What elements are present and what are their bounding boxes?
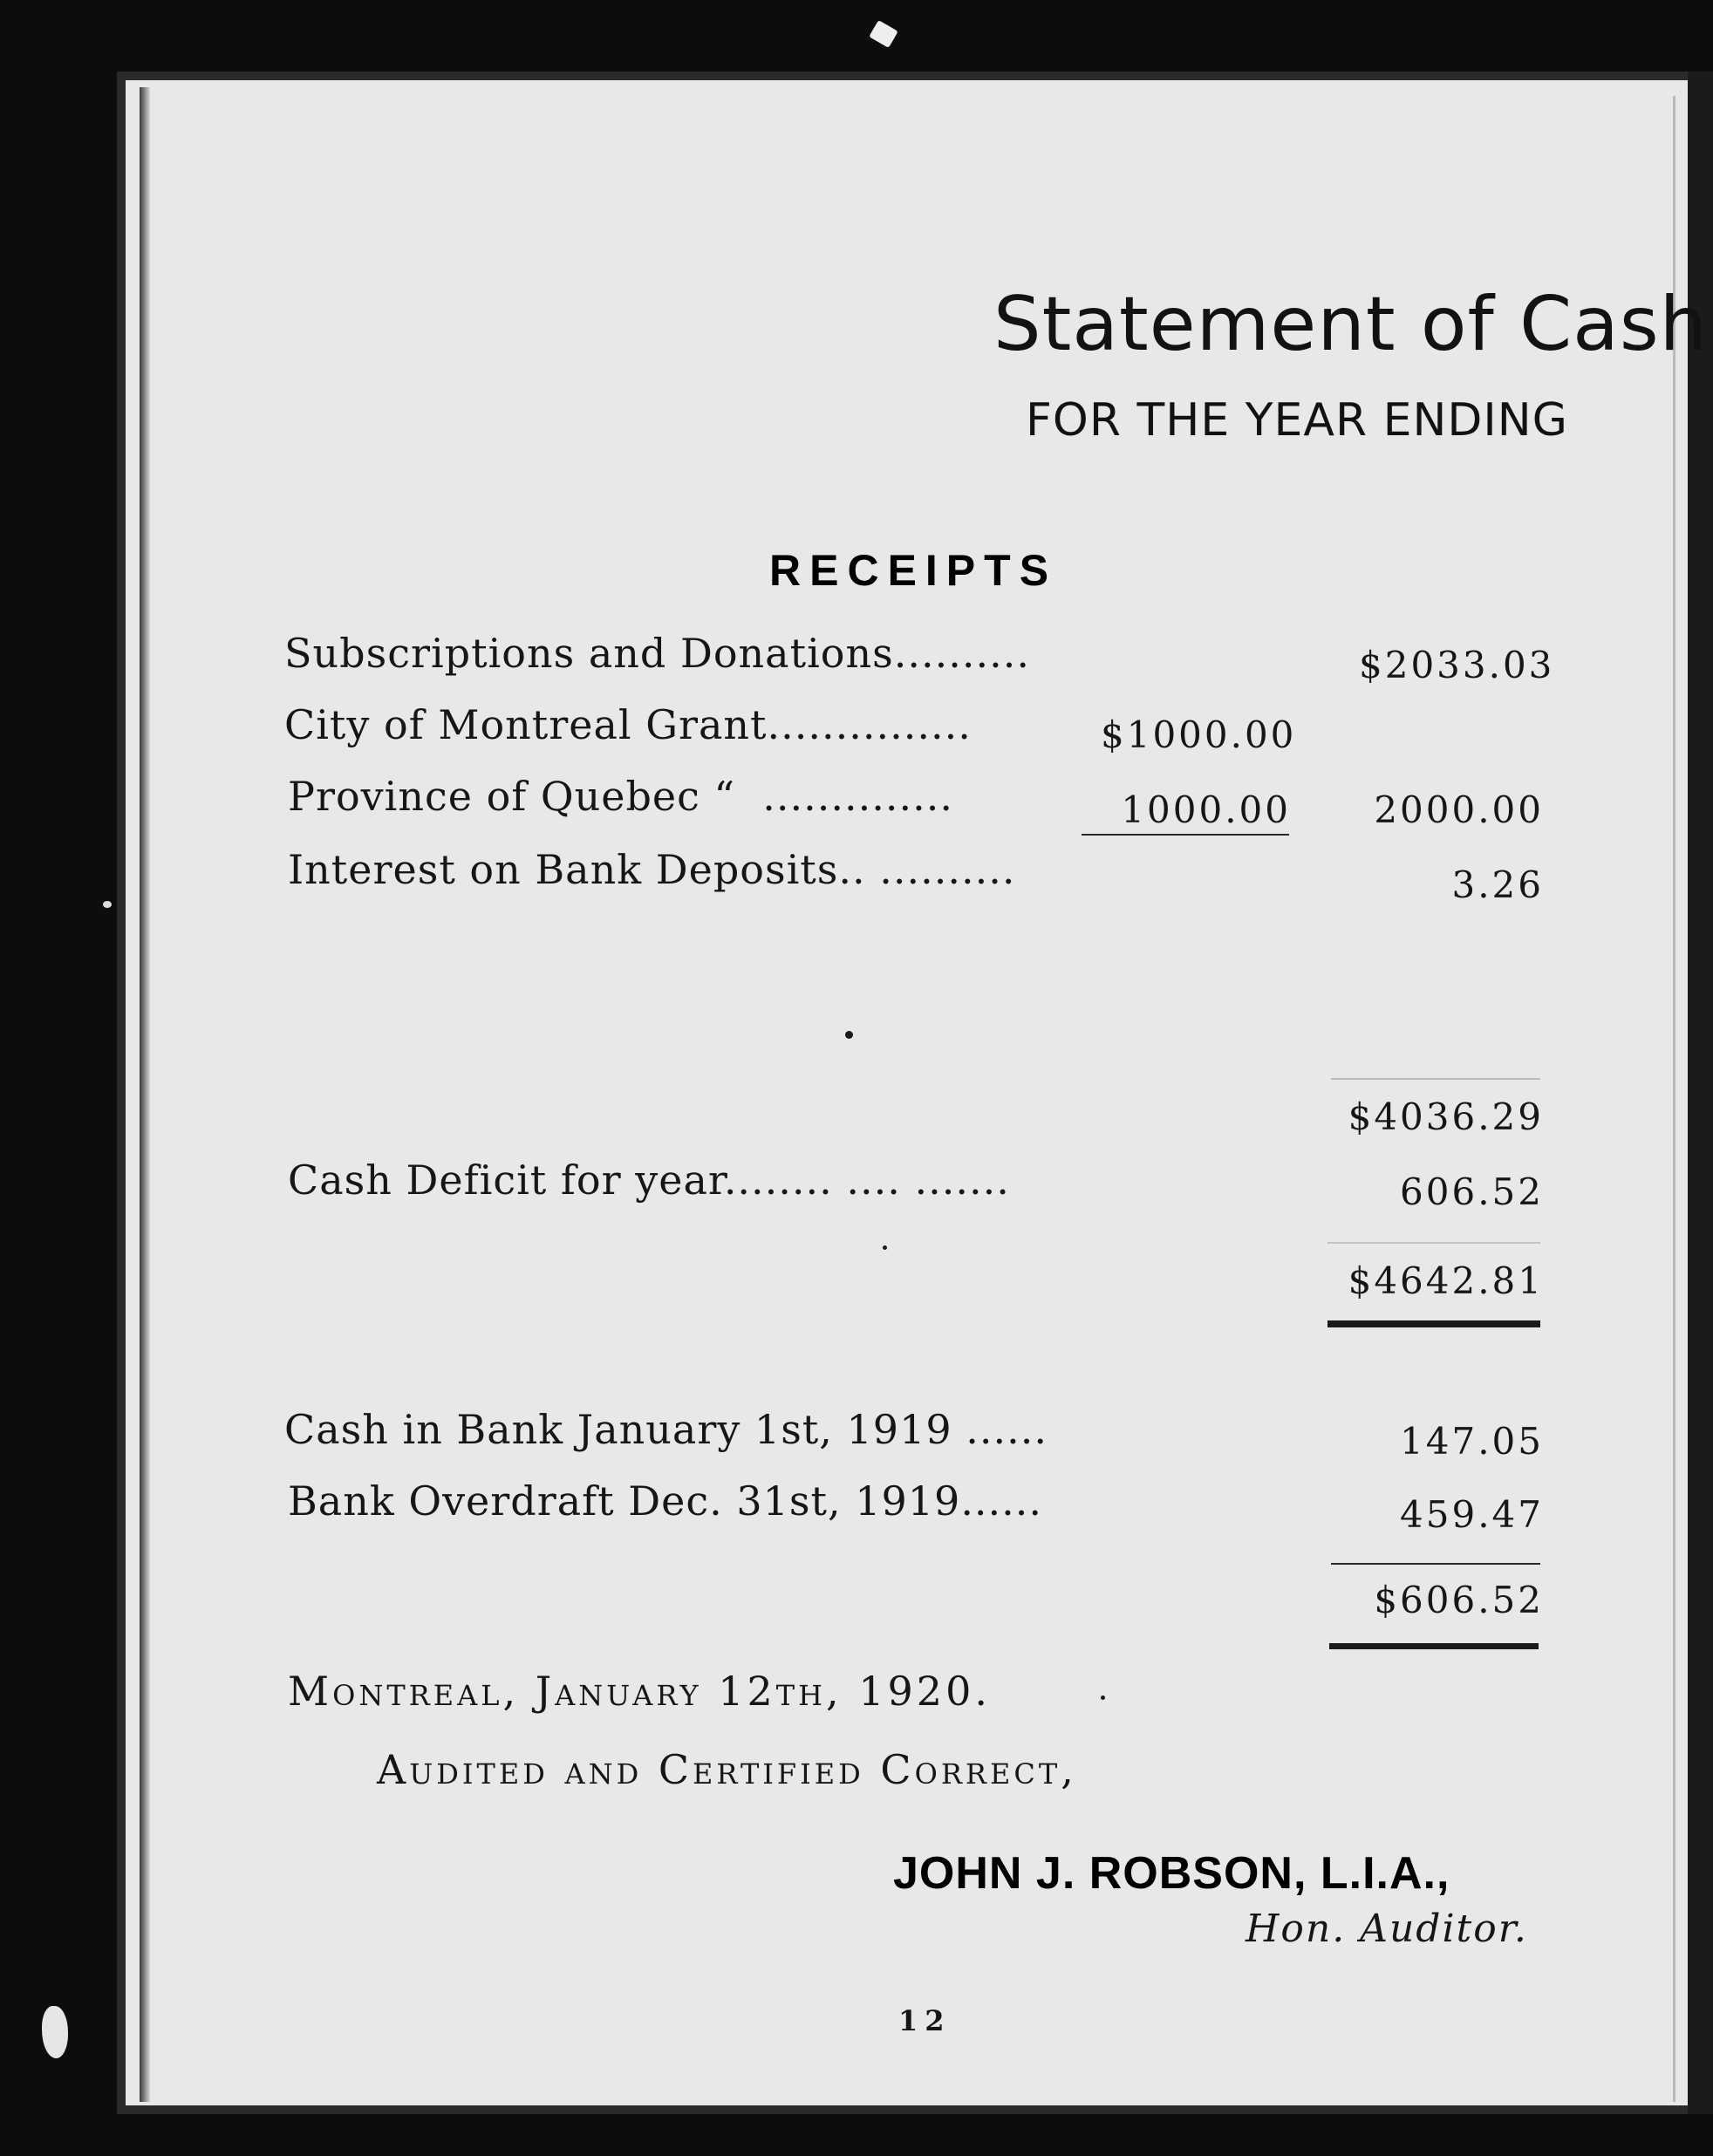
total-double-rule [1327, 1320, 1540, 1327]
print-speck [883, 1245, 887, 1250]
bank-label-text: Cash in Bank January 1st, 1919 [284, 1406, 952, 1453]
print-speck [845, 1031, 853, 1039]
receipt-label-text: Province of Quebec “ [288, 773, 736, 820]
receipt-amount: 3.26 [1451, 863, 1544, 906]
receipt-amount: 2000.00 [1374, 788, 1544, 831]
receipt-label [288, 846, 1015, 893]
auditor-name: JOHN J. ROBSON, L.I.A., [893, 1848, 1450, 1899]
section-heading: RECEIPTS [769, 546, 1058, 595]
place-date: Montreal, January 12th, 1920. [288, 1668, 991, 1715]
receipt-label-text: Interest on Bank Deposits.. [288, 846, 866, 893]
receipt-label [288, 773, 953, 820]
deficit-amount: 606.52 [1400, 1170, 1544, 1213]
document-page [117, 72, 1700, 2114]
page-number: 12 [898, 2004, 952, 2037]
bank-label-text: Bank Overdraft Dec. 31st, 1919 [288, 1477, 961, 1525]
receipt-label [284, 630, 1030, 677]
page-shadow-edge [140, 87, 150, 2102]
total-double-rule [1329, 1643, 1539, 1649]
bank-amount: 459.47 [1400, 1493, 1544, 1536]
receipt-label [284, 701, 972, 748]
dot-leader: ........ .... ....... [723, 1156, 1010, 1204]
dot-leader: ...... [960, 1477, 1043, 1525]
bank-label [284, 1406, 1048, 1453]
scan-speck [42, 2006, 68, 2058]
page-subtitle: FOR THE YEAR ENDING [1026, 394, 1568, 447]
receipts-total: $4642.81 [1348, 1259, 1544, 1302]
dot-leader: .......... [879, 846, 1016, 893]
receipt-subamount: $1000.00 [1101, 713, 1297, 756]
dot-leader: ............... [767, 701, 972, 748]
scan-speck [103, 901, 112, 908]
dot-leader: .............. [762, 773, 954, 820]
receipts-subtotal: $4036.29 [1348, 1095, 1544, 1138]
receipt-label-text: City of Montreal Grant [284, 701, 768, 748]
rule [1327, 1242, 1540, 1244]
dot-leader: .......... [893, 630, 1030, 677]
page-fold [1688, 72, 1713, 2114]
page-title: Statement of Cash [993, 281, 1709, 368]
auditor-title: Hon. Auditor. [1246, 1907, 1528, 1951]
receipt-amount: $2033.03 [1359, 644, 1555, 686]
certification-line: Audited and Certified Correct, [377, 1746, 1077, 1793]
print-speck [1101, 1695, 1105, 1700]
subtotal-rule [1082, 834, 1289, 836]
receipt-label-text: Subscriptions and Donations [284, 630, 894, 677]
page-fold-line [1673, 96, 1675, 2102]
deficit-label-text: Cash Deficit for year [288, 1156, 724, 1204]
dot-leader: ...... [966, 1406, 1048, 1453]
bank-label [288, 1477, 1042, 1525]
scan-speck [869, 20, 898, 48]
deficit-label [288, 1156, 1010, 1204]
rule [1331, 1563, 1540, 1565]
bank-total: $606.52 [1374, 1579, 1544, 1621]
receipt-subamount: 1000.00 [1121, 788, 1291, 831]
bank-amount: 147.05 [1400, 1420, 1544, 1463]
rule [1331, 1078, 1540, 1080]
